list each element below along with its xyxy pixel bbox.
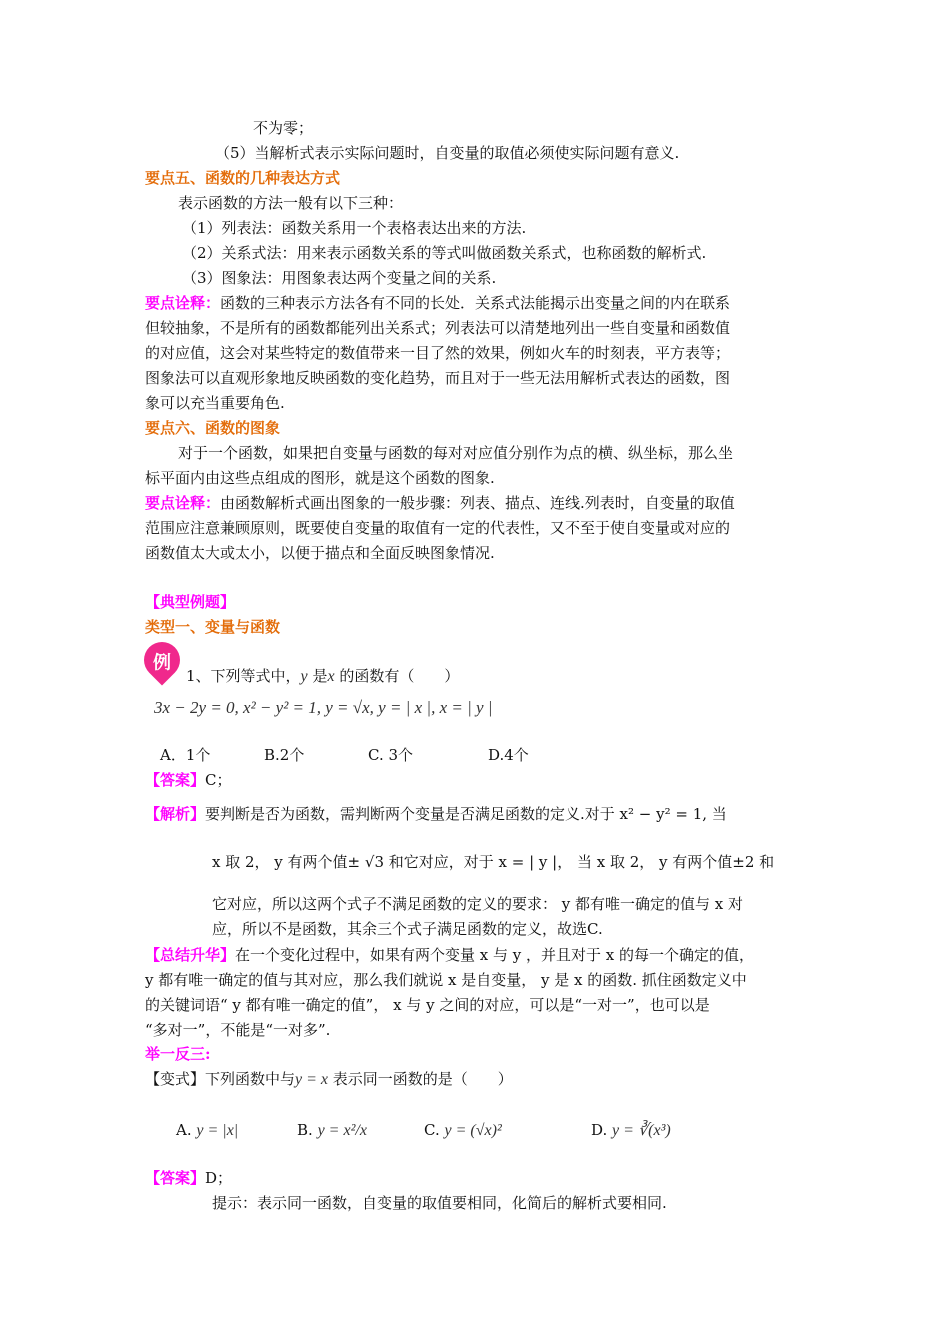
text-line: 它对应，所以这两个式子不满足函数的定义的要求： y 都有唯一确定的值与 x 对 xyxy=(212,895,744,913)
section-heading: 【典型例题】 xyxy=(145,593,236,611)
answer xyxy=(145,770,232,790)
math: y xyxy=(300,668,308,685)
hint: 提示：表示同一函数，自变量的取值要相同，化简后的解析式要相同. xyxy=(212,1194,667,1212)
note-label: 要点诠释： xyxy=(145,494,221,512)
label: B. xyxy=(297,1121,313,1139)
badge-text: 例 xyxy=(153,652,171,674)
text: 表示同一函数的是（ ） xyxy=(332,1070,513,1088)
math: y = x²/x xyxy=(317,1122,367,1139)
text-line: x 取 2， y 有两个值± √3 和它对应，对于 x = | y |， 当 x 取 2， y 有两个值±2 和 xyxy=(212,853,775,871)
label: C. xyxy=(424,1121,440,1139)
text: 是 xyxy=(312,667,328,685)
text-line: 函数值太大或太小，以便于描点和全面反映图象情况. xyxy=(145,544,495,562)
section-heading: 要点五、函数的几种表达方式 xyxy=(145,169,341,187)
math: y = |x| xyxy=(196,1122,239,1139)
text-line: 不为零； xyxy=(253,119,314,137)
example-badge-icon xyxy=(137,635,188,686)
option-c: C. 3个 xyxy=(368,746,414,764)
text-line: 的对应值，这会对某些特定的数值带来一目了然的效果，例如火车的时刻表，平方表等； xyxy=(145,344,731,362)
text: 函数的三种表示方法各有不同的长处．关系式法能揭示出变量之间的内在联系 xyxy=(220,294,731,312)
variant-option-b xyxy=(297,1120,367,1141)
text-line: 表示函数的方法一般有以下三种： xyxy=(178,194,404,212)
list-item: （2）关系式法：用来表示函数关系的等式叫做函数关系式，也称函数的解析式. xyxy=(182,244,707,262)
math: y = x xyxy=(295,1071,329,1088)
text: 【变式】下列函数中与 xyxy=(145,1070,296,1088)
math: x xyxy=(327,668,335,685)
analysis xyxy=(145,804,727,824)
variant-option-c xyxy=(424,1120,502,1141)
section-heading: 举一反三: xyxy=(145,1045,211,1063)
option-a: A．1个 xyxy=(160,746,211,764)
option-d: D.4个 xyxy=(488,746,529,764)
note-label: 要点诠释： xyxy=(145,294,221,312)
question xyxy=(186,666,459,687)
answer-label: 【答案】 xyxy=(145,1169,206,1187)
text-line: “多对一”，不能是“一对多”. xyxy=(145,1021,331,1039)
text-line: 图象法可以直观形象地反映函数的变化趋势，而且对于一些无法用解析式表达的函数，图 xyxy=(145,369,731,387)
text: 在一个变化过程中，如果有两个变量 x 与 y ，并且对于 x 的每一个确定的值， xyxy=(235,946,755,964)
section-heading: 要点六、函数的图象 xyxy=(145,419,281,437)
label: A. xyxy=(176,1121,192,1139)
text: 由函数解析式画出图象的一般步骤：列表、描点、连线.列表时，自变量的取值 xyxy=(220,494,735,512)
list-item: （3）图象法：用图象表达两个变量之间的关系. xyxy=(182,269,497,287)
text: 要判断是否为函数，需判断两个变量是否满足函数的定义.对于 x² − y² = 1, 当 xyxy=(205,805,727,823)
option-b: B.2个 xyxy=(264,746,305,764)
summary xyxy=(145,945,754,965)
text-line: 但较抽象，不是所有的函数都能列出关系式；列表法可以清楚地列出一些自变量和函数值 xyxy=(145,319,731,337)
variant-option-a xyxy=(176,1120,238,1141)
variant-question xyxy=(145,1069,513,1090)
text-line: 应，所以不是函数，其余三个式子满足函数的定义，故选C. xyxy=(212,920,603,938)
text-line: 范围应注意兼顾原则，既要使自变量的取值有一定的代表性，又不至于使自变量或对应的 xyxy=(145,519,731,537)
answer xyxy=(145,1168,232,1188)
summary-label: 【总结升华】 xyxy=(145,946,236,964)
analysis-label: 【解析】 xyxy=(145,805,206,823)
text-line: 对于一个函数，如果把自变量与函数的每对对应值分别作为点的横、纵坐标，那么坐 xyxy=(178,444,734,462)
text-line xyxy=(145,493,735,513)
label: D. xyxy=(591,1121,608,1139)
section-heading: 类型一、变量与函数 xyxy=(145,618,281,636)
text-line: 标平面内由这些点组成的图形，就是这个函数的图象. xyxy=(145,469,495,487)
text-line: y 都有唯一确定的值与其对应，那么我们就说 x 是自变量， y 是 x 的函数. 抓住函数定义中 xyxy=(145,971,747,989)
text: 的函数有（ ） xyxy=(339,667,460,685)
text-line: （5）当解析式表示实际问题时，自变量的取值必须使实际问题有意义. xyxy=(215,144,680,162)
text-line xyxy=(145,293,730,313)
math: y = ∛(x³) xyxy=(612,1122,671,1139)
text-line: 的关键词语“ y 都有唯一确定的值”， x 与 y 之间的对应，可以是“一对一”，也可以是 xyxy=(145,996,710,1014)
text: 1、下列等式中， xyxy=(186,667,301,685)
math: y = (√x)² xyxy=(444,1122,502,1139)
text: C； xyxy=(205,771,232,789)
list-item: （1）列表法：函数关系用一个表格表达出来的方法. xyxy=(182,219,527,237)
text: D； xyxy=(205,1169,233,1187)
text-line: 象可以充当重要角色. xyxy=(145,394,285,412)
answer-label: 【答案】 xyxy=(145,771,206,789)
variant-option-d xyxy=(591,1120,671,1141)
equations: 3x − 2y = 0, x² − y² = 1, y = √x, y = | x |, x = | y | xyxy=(154,698,493,717)
